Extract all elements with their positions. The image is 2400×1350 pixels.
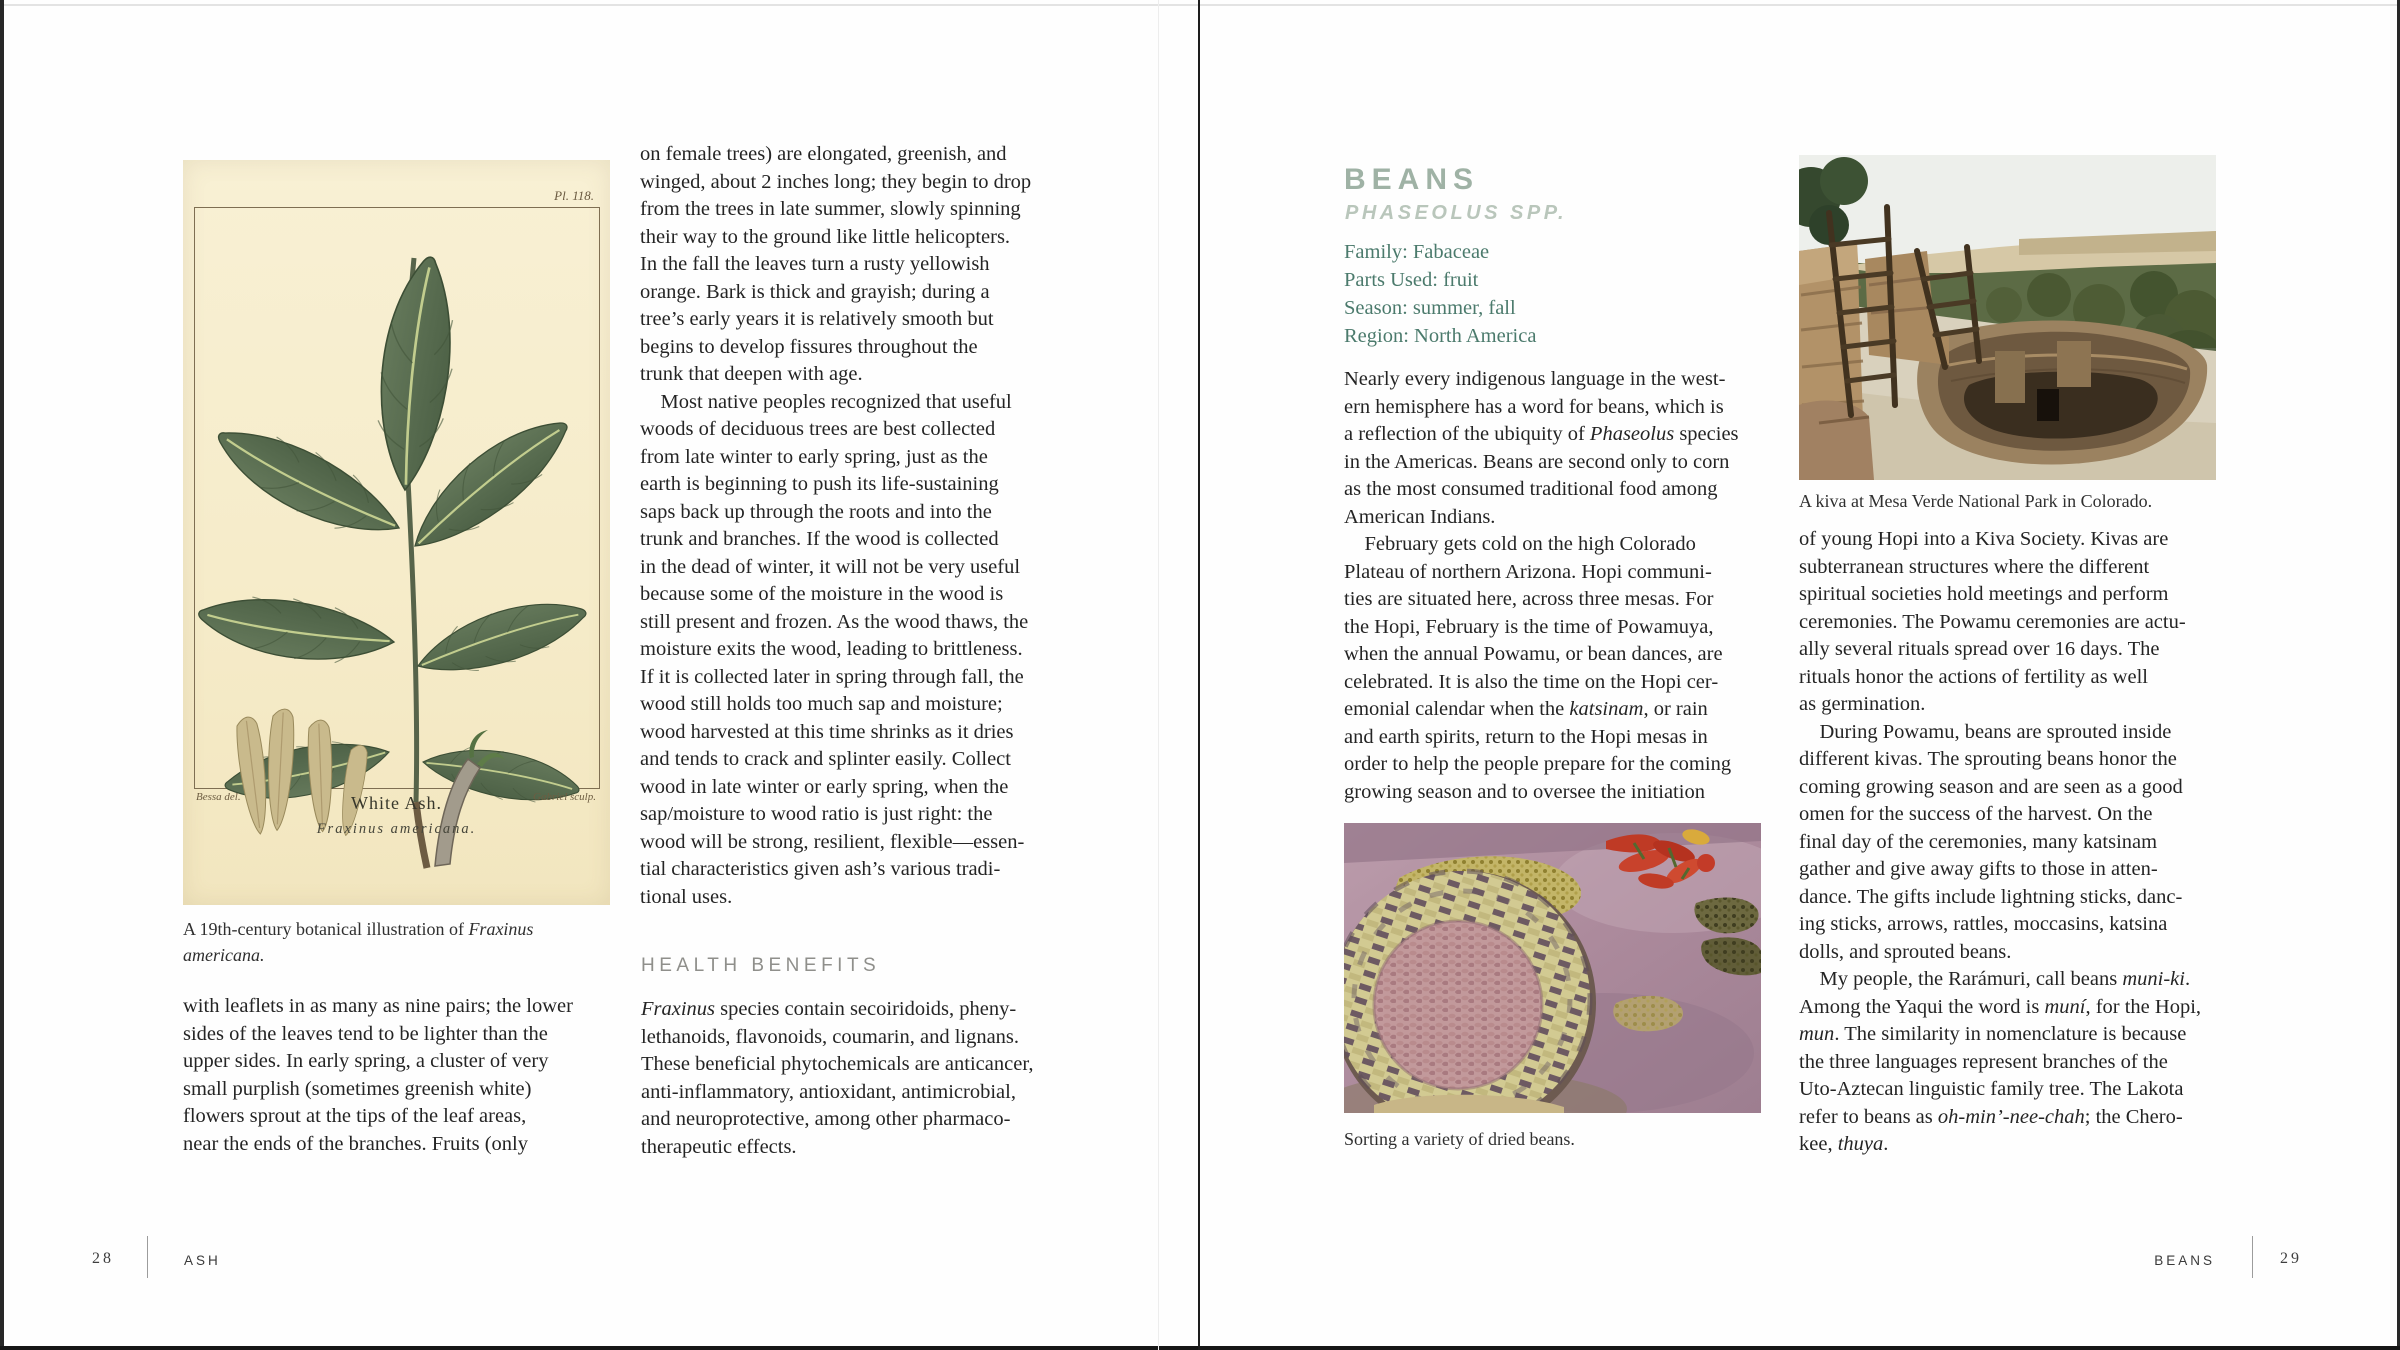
- bottom-rule: [0, 1346, 2400, 1350]
- right-column-1-text: Nearly every indigenous language in the west- ern hemisphere has a word for beans, which is a reflection of the ubiquity of Phaseolus species in the Americas. Beans are second only to corn as the most consumed traditional food among American Indians. February gets cold on the high Colorado Plateau of northern Arizona. Hopi communi- ties are situated here, across three mesas. For the Hopi, February is the time of Powamuya, when the annual Powamu, or bean dances, are celebrated. It is also the time on the Hopi cer- emonial calendar when the katsinam, or rain and earth spirits, return to the Hopi mesas in order to help the people prepare for the coming growing season and to oversee the initiation: [1344, 368, 1739, 803]
- tan-seed-pile: [1613, 996, 1683, 1031]
- left-column-1-text: with leaflets in as many as nine pairs; the lower sides of the leaves tend to be lighter than the upper sides. In early spring, a cluster of very small purplish (sometimes greenish white) flowers sprout at the tips of the leaf areas, near the ends of the branches. Fruits (only: [183, 995, 573, 1155]
- plate-number: Pl. 118.: [554, 188, 594, 203]
- kiva-photo: [1799, 155, 2216, 480]
- health-benefits-text: Fraxinus species contain secoiridoids, pheny- lethanoids, flavonoids, coumarin, and lignans. These beneficial phytochemicals are anticancer, anti-inflammatory, antioxidant, antimicrobial, and neuroprotective, among other pharmaco- therapeutic effects.: [641, 998, 1034, 1158]
- illustration-caption: A 19th-century botanical illustration of Fraxinus americana.: [183, 919, 534, 965]
- right-column-2-text: of young Hopi into a Kiva Society. Kivas are subterranean structures where the different spiritual societies hold meetings and perform ceremonies. The Powamu ceremonies are actu- ally several rituals spread over 16 days. The rituals honor the actions of fertility as well as germination. During Powamu, beans are sprouted inside different kivas. The sprouting beans honor the coming growing season and are seen as a good omen for the success of the harvest. On the final day of the ceremonies, many katsinam gather and give away gifts to those in atten- dance. The gifts include lightning sticks, danc- ing sticks, arrows, rattles, moccasins, katsina dolls, and sprouted beans. My people, the Rarámuri, call beans muni-ki. Among the Yaqui the word is muní, for the Hopi, mun. The similarity in nomenclature is because the three languages represent branches of the Uto-Aztecan linguistic family tree. The Lakota refer to beans as oh-min’-nee-chah; the Chero- kee, thuya.: [1799, 528, 2202, 1155]
- chapter-title: BEANS: [1344, 163, 1480, 196]
- page-edge-left: [0, 0, 4, 1350]
- center-page-divider: [1198, 0, 1200, 1350]
- plate-title: White Ash.: [351, 793, 442, 813]
- page-number-right: 29: [2280, 1250, 2302, 1267]
- plate-credit-artist: Bessa del.: [196, 791, 241, 803]
- running-head-left: ASH: [184, 1253, 221, 1268]
- running-head-right: BEANS: [2154, 1253, 2215, 1268]
- gutter-shadow: [1158, 0, 1159, 1350]
- beans-photo-art: [1344, 823, 1761, 1113]
- kiva-caption: A kiva at Mesa Verde National Park in Colorado.: [1799, 491, 2153, 511]
- page-number-left: 28: [92, 1250, 114, 1267]
- plate-species: Fraxinus americana.: [316, 821, 477, 837]
- plant-info-block: Family: Fabaceae Parts Used: fruit Season: summer, fall Region: North America: [1344, 241, 1537, 347]
- health-benefits-heading: HEALTH BENEFITS: [641, 955, 881, 976]
- botanical-illustration: [183, 160, 610, 905]
- left-column-2-text: on female trees) are elongated, greenish, and winged, about 2 inches long; they begin to drop from the trees in late summer, slowly spinning their way to the ground like little helicopters. In the fall the leaves turn a rusty yellowish orange. Bark is thick and grayish; during a tree’s early years it is relatively smooth but begins to develop fissures throughout the trunk that deepen with age. Most native peoples recognized that useful woods of deciduous trees are best collected from late winter to early spring, just as the earth is beginning to push its life-sustaining saps back up through the roots and into the trunk and branches. If the wood is collected in the dead of winter, it will not be very useful because some of the moisture in the wood is still present and frozen. As the wood thaws, the moisture exits the wood, leading to brittleness. If it is collected later in spring through fall, the wood still holds too much sap and moisture; wood harvested at this time shrinks as it dries and tends to crack and splinter easily. Collect wood in late winter or early spring, when the sap/moisture to wood ratio is just right: the wood will be strong, resilient, flexible—essen- tial characteristics given ash’s various tradi- tional uses.: [640, 143, 1032, 908]
- footer-divider-right: [2252, 1236, 2253, 1278]
- plate-credit-engraver: Gabriel sculp.: [533, 791, 596, 803]
- footer-divider-left: [147, 1236, 148, 1278]
- kiva-photo-art: [1799, 155, 2216, 480]
- top-hairline: [4, 4, 2397, 6]
- chapter-species: PHASEOLUS SPP.: [1345, 202, 1568, 224]
- beans-photo: [1344, 823, 1761, 1113]
- beans-caption: Sorting a variety of dried beans.: [1344, 1129, 1575, 1149]
